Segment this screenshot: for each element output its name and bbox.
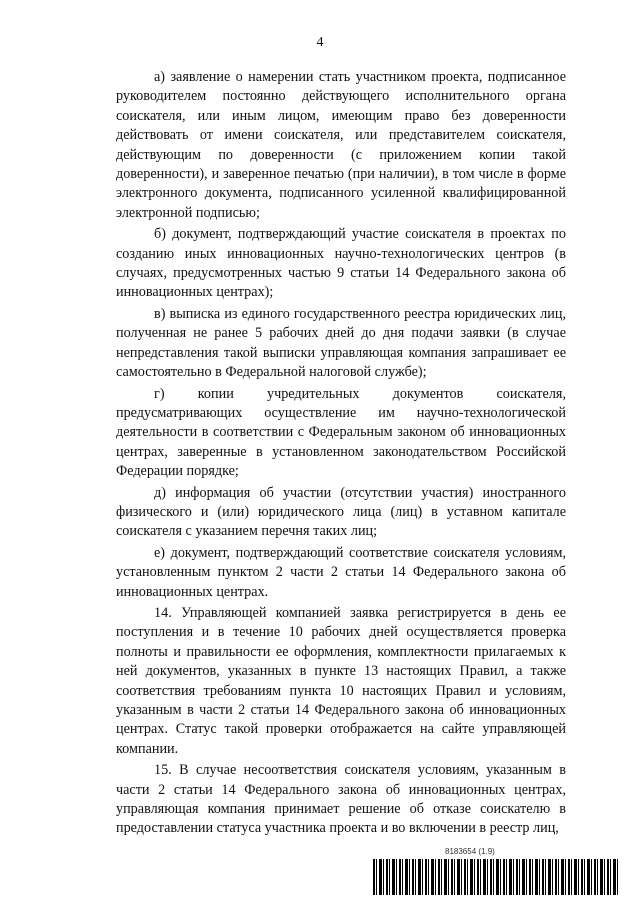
- paragraph-e-compliance-document: е) документ, подтверждающий соответствие соискателя условиям, установленным пунктом 2 части 2 статьи 14 Федерального закона об инновационных центрах.: [116, 544, 566, 600]
- paragraph-14-registration: 14. Управляющей компанией заявка регистрируется в день ее поступления и в течение 10 рабочих дней осуществляется проверка полноты и правильности ее оформления, комплектности прилагаемых к ней документов, указанных в пункте 13 настоящих Правил, а также соответствия требованиям пункта 10 настоящих Правил и условиям, указанным в части 2 статьи 14 Федерального закона об инновационных центрах. Статус такой проверки отображается на сайте управляющей компании.: [116, 604, 566, 757]
- paragraph-g-founding-documents: г) копии учредительных документов соискателя, предусматривающих осуществление им научно-технологической деятельности в соответствии с Федеральным законом об инновационных центрах, заверенные в установленном законодательством Российской Федерации порядке;: [116, 385, 566, 480]
- paragraph-v-registry-extract: в) выписка из единого государственного реестра юридических лиц, полученная не ранее 5 рабочих дней до дня подачи заявки (в случае непредставления такой выписки управляющая компания запрашивает ее самостоятельно в Федеральной налоговой службе);: [116, 305, 566, 381]
- paragraph-d-foreign-participation: д) информация об участии (отсутствии участия) иностранного физического и (или) юридического лица (лиц) в уставном капитале соискателя с указанием перечня таких лиц;: [116, 484, 566, 540]
- barcode-icon: [373, 859, 619, 895]
- paragraph-a-application: а) заявление о намерении стать участником проекта, подписанное руководителем постоянно действующего исполнительного органа соискателя, или иным лицом, имеющим право без доверенности действовать от имени соискателя, или представителем соискателя, действующим по доверенности (с приложением копии такой доверенности), и заверенное печатью (при наличии), в том числе в форме электронного документа, подписанного усиленной квалифицированной электронной подписью;: [116, 69, 566, 221]
- page-number: 4: [316, 35, 324, 50]
- document-body: [116, 68, 566, 841]
- paragraph-15-refusal: 15. В случае несоответствия соискателя условиям, указанным в части 2 статьи 14 Федерального закона об инновационных центрах, управляющая компания принимает решение об отказе соискателю в предоставлении статуса участника проекта и во включении в реестр лиц,: [116, 762, 566, 837]
- document-code: 8183654 (1.9): [445, 847, 495, 856]
- document-footer: [373, 847, 619, 897]
- paragraph-b-participation-document: б) документ, подтверждающий участие соискателя в проектах по созданию иных инновационных научно-технологических центров (в случаях, предусмотренных частью 9 статьи 14 Федерального закона об инновационных центрах);: [116, 226, 566, 301]
